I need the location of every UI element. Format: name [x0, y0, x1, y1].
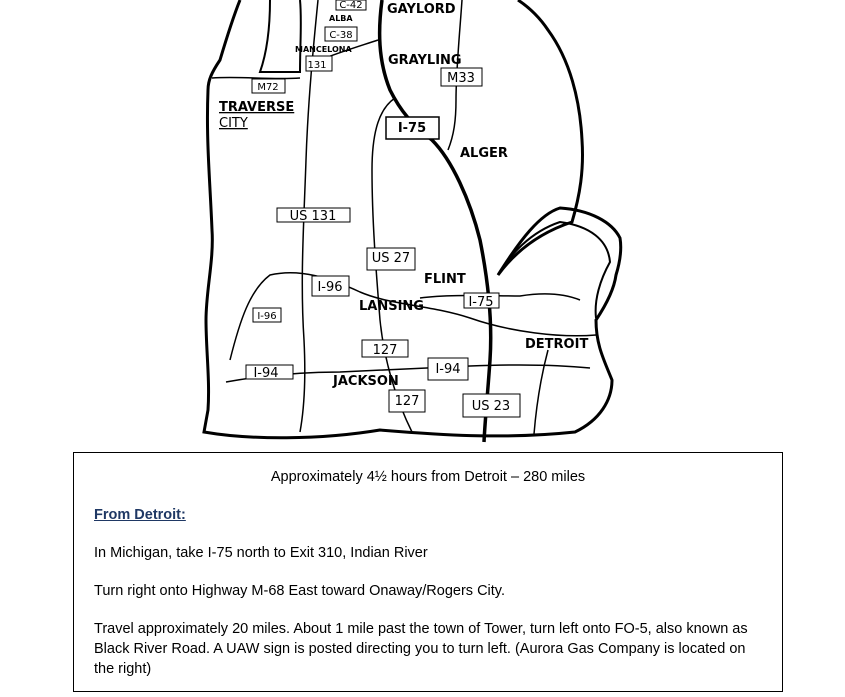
svg-text:US 23: US 23: [471, 399, 511, 414]
m72-route: [212, 77, 300, 78]
svg-text:I-96: I-96: [257, 311, 277, 322]
label-traverse-city: CITY: [219, 116, 248, 131]
shield-i75-north: [386, 117, 439, 139]
shield-us23: [463, 394, 520, 417]
label-gaylord: GAYLORD: [387, 2, 456, 17]
svg-text:US 131: US 131: [289, 209, 337, 224]
label-detroit: DETROIT: [525, 337, 589, 352]
shield-c38: [325, 27, 357, 41]
svg-text:I-75: I-75: [468, 295, 494, 310]
thumb-coastline: [498, 222, 610, 318]
label-alba: ALBA: [329, 14, 353, 23]
shield-i94-east: [428, 358, 468, 380]
directions-box: [73, 452, 783, 692]
label-jackson: JACKSON: [333, 374, 399, 389]
label-traverse: TRAVERSE: [219, 100, 295, 115]
shield-i96-west: [253, 308, 281, 322]
label-grayling: GRAYLING: [388, 53, 462, 68]
svg-text:C-38: C-38: [329, 30, 353, 41]
trip-summary: Approximately 4½ hours from Detroit – 280 miles: [270, 469, 586, 485]
label-alger: ALGER: [460, 146, 508, 161]
shield-127-south: [389, 390, 425, 412]
directions-heading: From Detroit:: [94, 507, 186, 523]
shield-131-north: [306, 56, 332, 71]
svg-text:C-42: C-42: [339, 0, 363, 11]
i69-route: [420, 294, 580, 300]
shield-us131: [277, 208, 350, 224]
shield-i94-west: [246, 365, 293, 381]
shield-i75-south: [464, 293, 499, 310]
svg-text:I-75: I-75: [397, 121, 427, 136]
shield-i96-east: [312, 276, 349, 296]
shield-m33: [441, 68, 482, 86]
us23-route: [534, 350, 548, 434]
svg-text:I-96: I-96: [317, 280, 343, 295]
shield-127-north: [362, 340, 408, 358]
svg-text:131: 131: [307, 60, 327, 71]
svg-text:I-94: I-94: [253, 366, 279, 381]
direction-step: Turn right onto Highway M-68 East toward Onaway/Rogers City.: [94, 583, 505, 599]
direction-step: Travel approximately 20 miles. About 1 mile past the town of Tower, turn left onto FO-5, also known as Black River Road. A UAW sign is posted directing you to turn left. (Aurora Gas Company is located on the right): [94, 621, 748, 677]
svg-text:US 27: US 27: [371, 251, 411, 266]
label-flint: FLINT: [424, 272, 466, 287]
svg-text:127: 127: [372, 343, 398, 358]
shield-us27: [367, 248, 415, 270]
svg-text:M72: M72: [257, 82, 279, 93]
direction-step: In Michigan, take I-75 north to Exit 310, Indian River: [94, 545, 428, 561]
shield-m72: [252, 79, 285, 93]
leelanau-peninsula: [260, 0, 301, 72]
svg-text:M33: M33: [447, 71, 475, 86]
shield-c42: [336, 0, 366, 11]
svg-text:127: 127: [394, 394, 420, 409]
label-mancelona: MANCELONA: [295, 45, 352, 54]
svg-text:I-94: I-94: [435, 362, 461, 377]
label-lansing: LANSING: [359, 299, 424, 314]
